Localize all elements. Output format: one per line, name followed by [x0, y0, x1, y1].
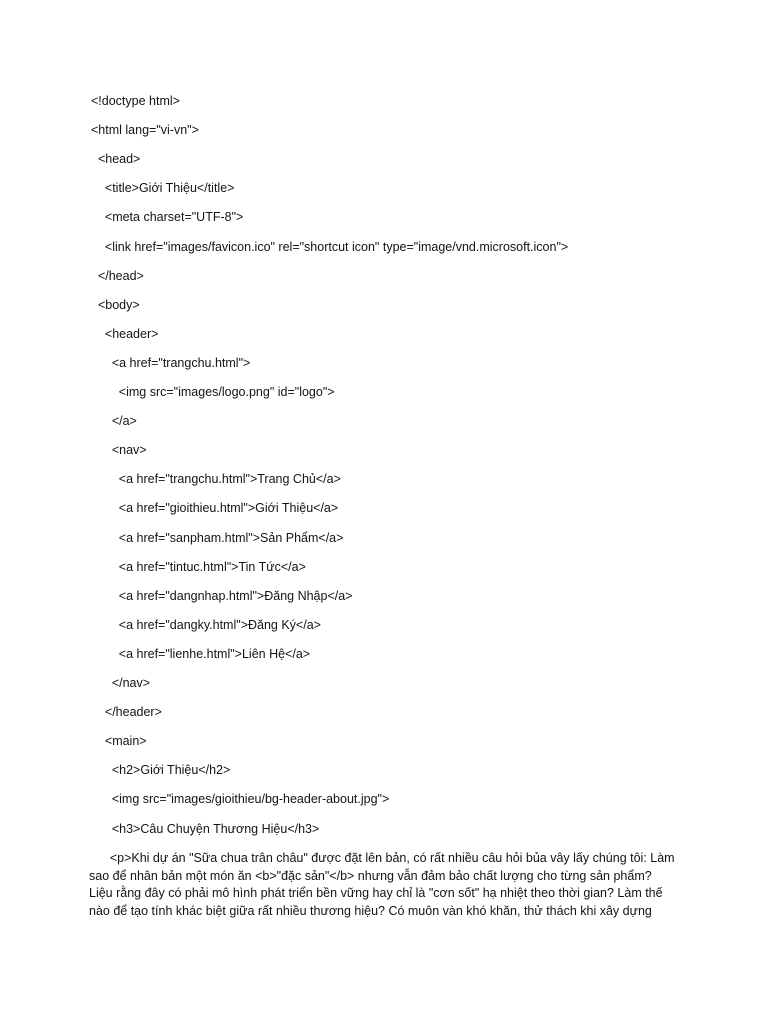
code-line: <a href="sanpham.html">Sản Phẩm</a>	[91, 530, 344, 545]
code-line: <a href="gioithieu.html">Giới Thiệu</a>	[91, 501, 339, 516]
code-line: <nav>	[91, 443, 147, 458]
code-line: <a href="trangchu.html">	[91, 355, 251, 370]
code-line: <title>Giới Thiệu</title>	[91, 181, 235, 196]
code-line: </a>	[91, 414, 137, 429]
code-line: <html lang="vi-vn">	[91, 123, 199, 138]
code-line: <a href="lienhe.html">Liên Hệ</a>	[91, 646, 311, 661]
code-line: <main>	[91, 734, 147, 749]
code-line: <header>	[91, 326, 159, 341]
code-line: <body>	[91, 297, 140, 312]
code-line: <a href="tintuc.html">Tin Tức</a>	[91, 559, 306, 574]
code-line: </head>	[91, 268, 144, 283]
paragraph-line: Liệu rằng đây có phải mô hình phát triển bền vững hay chỉ là "cơn sốt" hạ nhiệt theo thời gian? Làm thế	[89, 886, 663, 900]
code-line: <img src="images/logo.png" id="logo">	[91, 385, 335, 399]
code-line: <h2>Giới Thiệu</h2>	[91, 763, 231, 778]
code-line: <a href="dangky.html">Đăng Ký</a>	[91, 617, 321, 632]
code-line: <a href="trangchu.html">Trang Chủ</a>	[91, 472, 341, 487]
code-line: <img src="images/gioithieu/bg-header-about.jpg">	[91, 792, 390, 807]
code-line: </header>	[91, 705, 162, 720]
code-line: <link href="images/favicon.ico" rel="shortcut icon" type="image/vnd.microsoft.icon">	[91, 239, 569, 254]
paragraph-block	[89, 850, 679, 920]
code-line: <head>	[91, 152, 141, 167]
code-line: <meta charset="UTF-8">	[91, 210, 244, 225]
paragraph-line: nào để tạo tính khác biệt giữa rất nhiều thương hiệu? Có muôn vàn khó khăn, thử thách khi xây dựng	[89, 903, 652, 918]
paragraph-line: sao để nhân bản một món ăn <b>"đặc sản"</b> nhưng vẫn đảm bảo chất lượng cho từng sản phẩm?	[89, 868, 652, 883]
code-line: <h3>Câu Chuyện Thương Hiệu</h3>	[91, 821, 320, 836]
paragraph-line: <p>Khi dự án "Sữa chua trân châu" được đặt lên bản, có rất nhiều câu hỏi bủa vây lấy chúng tôi: Làm	[89, 851, 675, 865]
code-line: <!doctype html>	[91, 94, 180, 108]
code-line: </nav>	[91, 676, 151, 690]
code-line: <a href="dangnhap.html">Đăng Nhập</a>	[91, 588, 353, 603]
